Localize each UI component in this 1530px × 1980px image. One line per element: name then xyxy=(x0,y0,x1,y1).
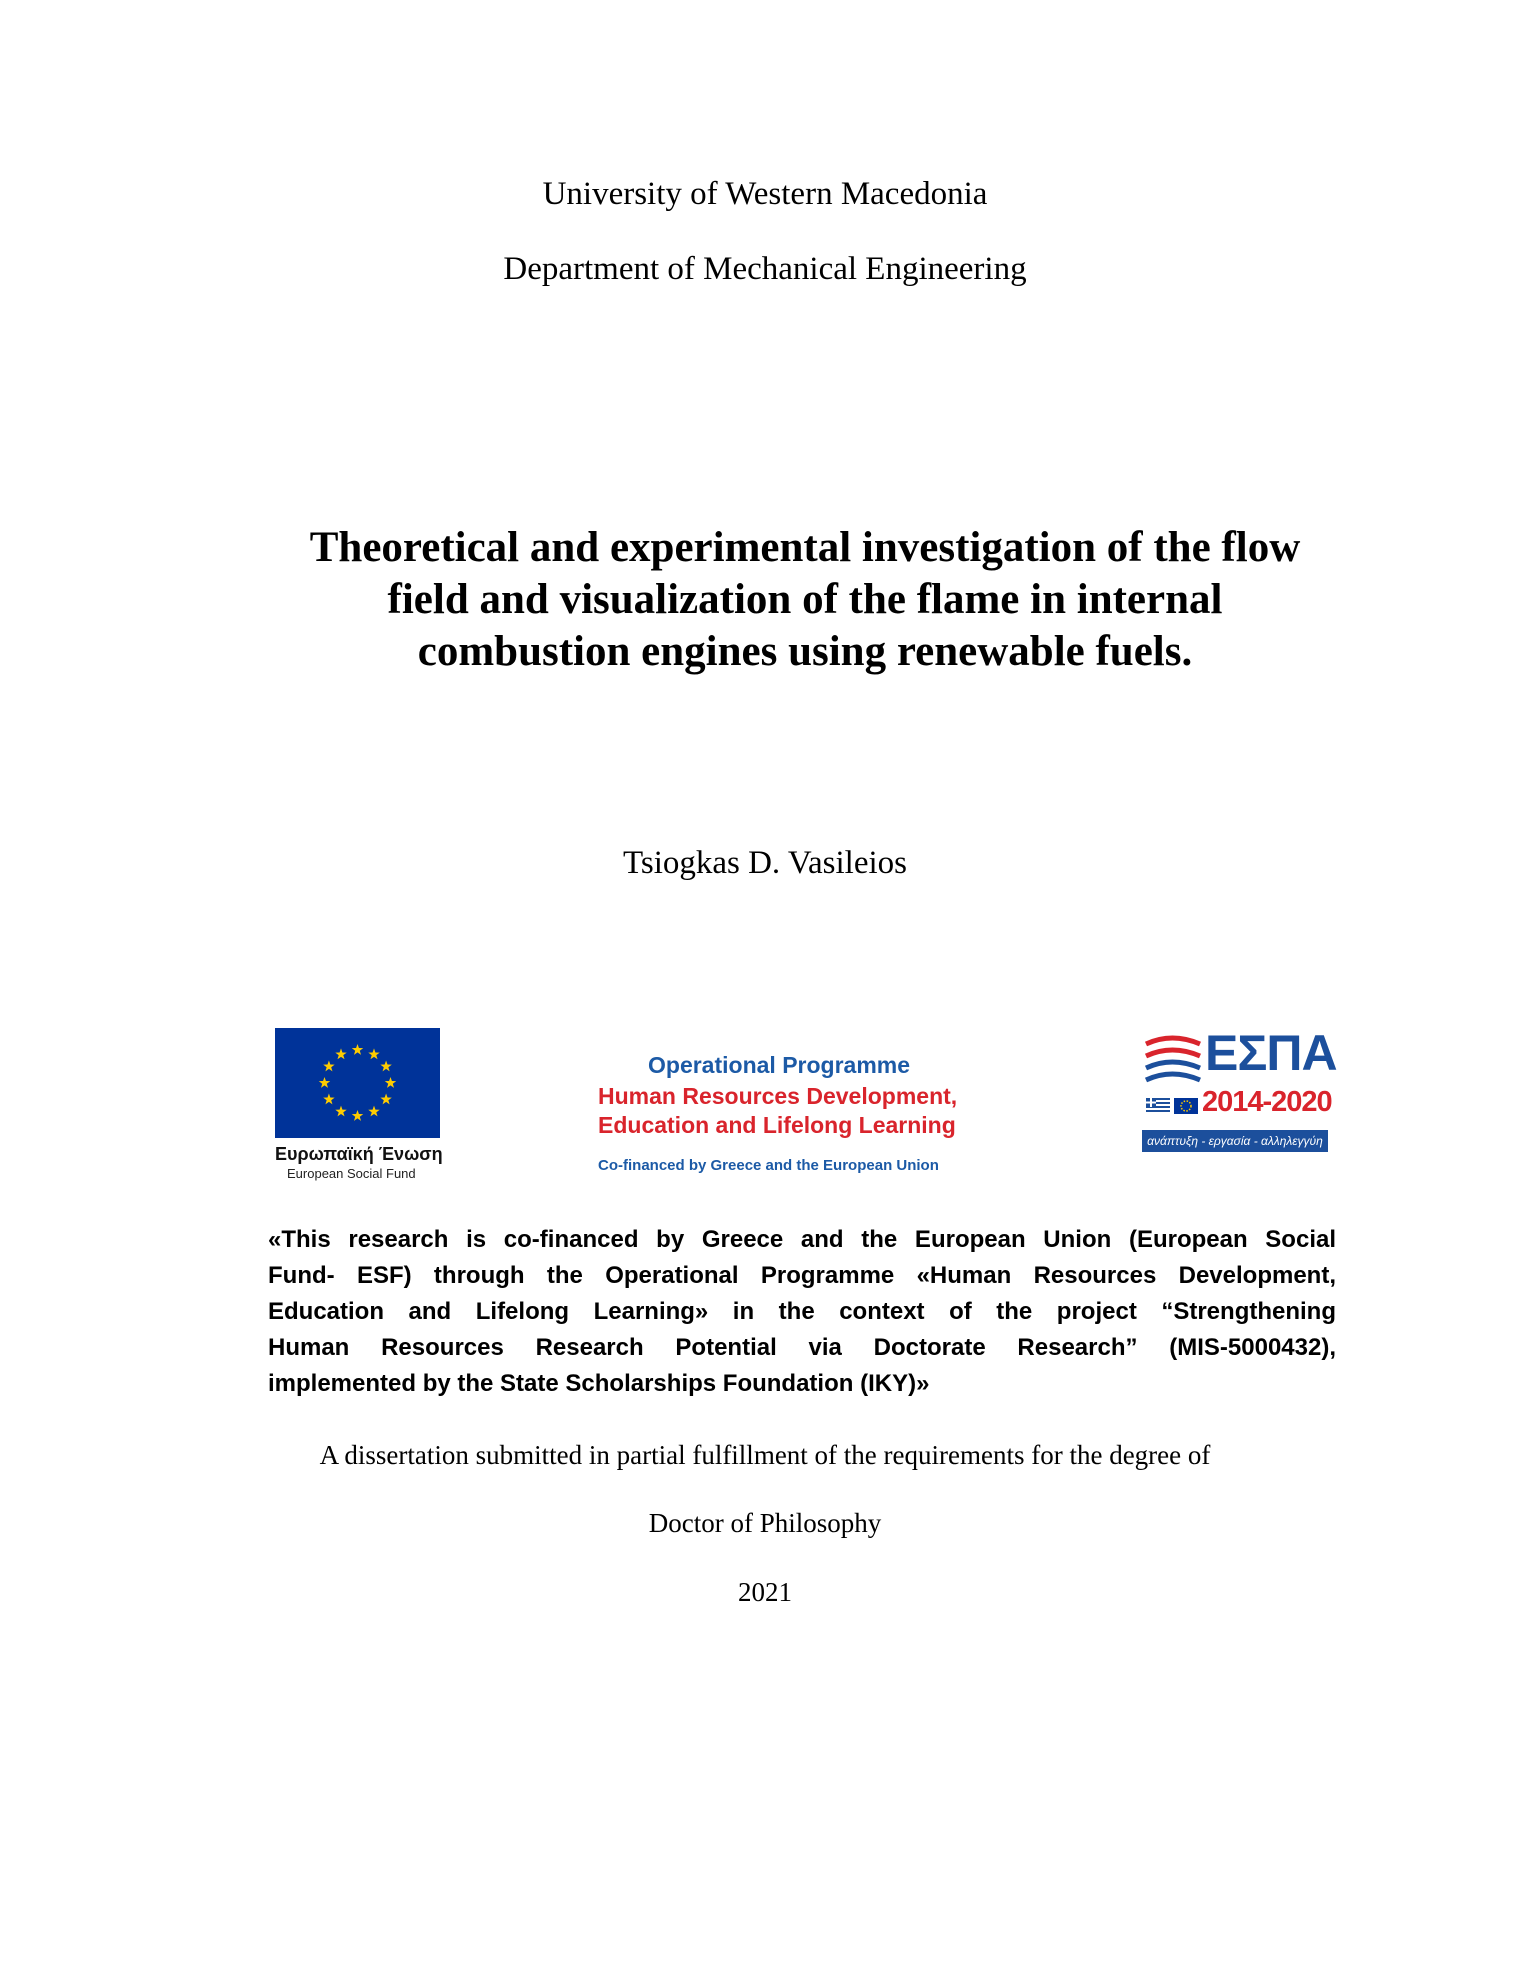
funding-statement xyxy=(268,1222,1336,1402)
funding-line: Education and Lifelong Learning» in the context of the project “Strengthening xyxy=(268,1298,1336,1325)
funding-line: Human Resources Research Potential via Doctorate Research” (MIS-5000432), xyxy=(268,1334,1336,1361)
author-name: Tsiogkas D. Vasileios xyxy=(623,845,907,881)
title-line: Theoretical and experimental investigation of the flow xyxy=(309,524,1301,571)
espa-tagline: ανάπτυξη - εργασία - αλληλεγγύη xyxy=(1142,1130,1328,1152)
thesis-title xyxy=(240,522,1370,678)
submission-year: 2021 xyxy=(738,1577,792,1607)
eu-flag-icon xyxy=(275,1028,440,1138)
greek-flag-icon xyxy=(1146,1098,1170,1114)
eu-small-flag-icon xyxy=(1174,1098,1198,1114)
operational-programme-logo xyxy=(598,1052,1018,1174)
eu-sublabel: European Social Fund xyxy=(287,1166,416,1181)
title-line: field and visualization of the flame in internal xyxy=(387,576,1223,623)
title-line: combustion engines using renewable fuels. xyxy=(417,628,1193,675)
department-name: Department of Mechanical Engineering xyxy=(503,251,1027,287)
eu-logo xyxy=(275,1028,445,1181)
espa-name: ΕΣΠΑ xyxy=(1205,1025,1337,1081)
espa-logo xyxy=(1142,1025,1337,1153)
op-line-1: Operational Programme xyxy=(648,1052,911,1078)
submission-statement: A dissertation submitted in partial fulfillment of the requirements for the degree of xyxy=(319,1440,1211,1470)
funding-line: Fund- ESF) through the Operational Programme «Human Resources Development, xyxy=(268,1262,1336,1289)
funding-line: «This research is co-financed by Greece and the European Union (European Social xyxy=(268,1226,1336,1253)
espa-years: 2014-2020 xyxy=(1202,1086,1332,1118)
funding-line: implemented by the State Scholarships Foundation (IKY)» xyxy=(268,1370,930,1397)
university-name: University of Western Macedonia xyxy=(542,176,988,212)
op-line-2: Human Resources Development, xyxy=(598,1083,958,1109)
degree-name: Doctor of Philosophy xyxy=(648,1508,882,1538)
espa-waves-icon xyxy=(1142,1034,1202,1094)
op-line-4: Co-financed by Greece and the European Union xyxy=(598,1157,939,1174)
op-line-3: Education and Lifelong Learning xyxy=(598,1112,956,1138)
eu-label: Ευρωπαϊκή Ένωση xyxy=(275,1144,443,1164)
